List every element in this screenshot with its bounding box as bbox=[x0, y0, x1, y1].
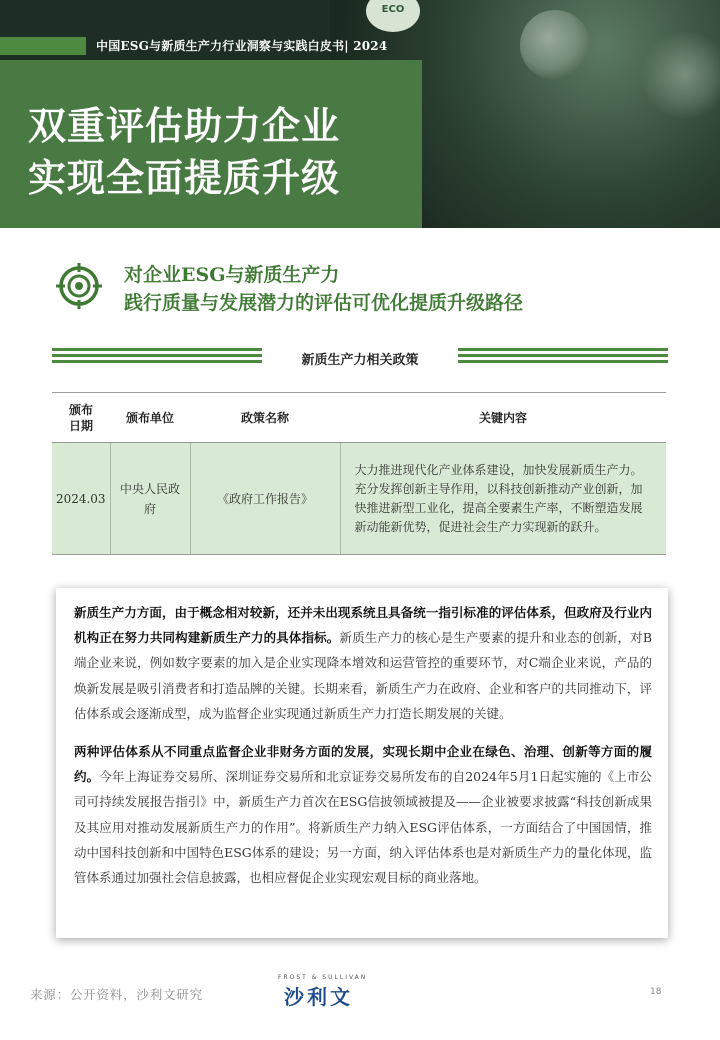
eco-badge-icon: ECO bbox=[366, 0, 420, 32]
caption-rule-right bbox=[458, 348, 668, 366]
analysis-textbox bbox=[56, 588, 668, 938]
caption-rule-left bbox=[52, 348, 262, 366]
header-key: 关键内容 bbox=[340, 393, 666, 443]
section-title bbox=[124, 261, 523, 317]
paragraph-1-lead: 新质生产力方面，由于概念相对较新，还并未出现系统且具备统一指引标准的评估体系，但政府及行业内机构正在努力共同构建新质生产力的具体指标。 bbox=[74, 605, 652, 646]
report-subtitle: 中国ESG与新质生产力行业洞察与实践白皮书| 2024 bbox=[96, 39, 388, 53]
cell-unit: 中央人民政府 bbox=[110, 443, 190, 555]
logo: 沙利文 bbox=[284, 985, 353, 1009]
cell-name: 《政府工作报告》 bbox=[190, 443, 340, 555]
cell-key: 大力推进现代化产业体系建设，加快发展新质生产力。充分发挥创新主导作用，以科技创新推动产业创新，加快推进新型工业化，提高全要素生产率，不断塑造发展新动能新优势，促进社会生产力实现新的跃升。 bbox=[340, 443, 666, 555]
page-title-line2: 实现全面提质升级 bbox=[28, 155, 341, 200]
paragraph-2-lead: 两种评估体系从不同重点监督企业非财务方面的发展，实现长期中企业在绿色、治理、创新等方面的履约。 bbox=[74, 744, 652, 785]
paragraph-2 bbox=[74, 739, 652, 890]
header-banner bbox=[0, 0, 720, 228]
logo-wordmark: FROST & SULLIVAN bbox=[278, 974, 368, 981]
table-caption: 新质生产力相关政策 bbox=[301, 353, 419, 368]
section-title-line1: 对企业ESG与新质生产力 bbox=[124, 264, 340, 286]
cell-date: 2024.03 bbox=[52, 443, 110, 555]
page-title-line1: 双重评估助力企业 bbox=[28, 103, 341, 148]
header-accent-bar bbox=[0, 37, 86, 55]
header-name: 政策名称 bbox=[190, 393, 340, 443]
page-title bbox=[28, 100, 340, 204]
bokeh-light bbox=[520, 10, 590, 80]
footer-source: 来源：公开资料，沙利文研究 bbox=[30, 987, 203, 1002]
section-title-line2: 践行质量与发展潜力的评估可优化提质升级路径 bbox=[124, 292, 524, 314]
table-row bbox=[52, 443, 666, 555]
policy-table bbox=[52, 392, 666, 555]
paragraph-1-text: 新质生产力的核心是生产要素的提升和业态的创新，对B端企业来说，例如数字要素的加入是企业实现降本增效和运营管控的重要环节，对C端企业来说，产品的焕新发展是吸引消费者和打造品牌的关键。长期来看，新质生产力在政府、企业和客户的共同推动下，评估体系或会逐渐成型，成为监督企业实现通过新质生产力打造长期发展的关键。 bbox=[74, 630, 652, 721]
paragraph-2-text: 今年上海证券交易所、深圳证券交易所和北京证券交易所发布的自2024年5月1日起实施的《上市公司可持续发展报告指引》中，新质生产力首次在ESG信披领域被提及——企业被要求披露“科技创新成果及其应用对推动发展新质生产力的作用”。将新质生产力纳入ESG评估体系，一方面结合了中国国情，推动中国科技创新和中国特色ESG体系的建设；另一方面，纳入评估体系也是对新质生产力的量化体现，监管体系通过加强社会信息披露，也相应督促企业实现宏观目标的商业落地。 bbox=[74, 769, 652, 886]
paragraph-1 bbox=[74, 600, 652, 726]
header-date: 颁布日期 bbox=[52, 393, 110, 443]
table-header-row bbox=[52, 393, 666, 443]
target-icon bbox=[56, 263, 102, 309]
header-unit: 颁布单位 bbox=[110, 393, 190, 443]
bokeh-light bbox=[640, 30, 720, 120]
page-number: 18 bbox=[650, 987, 662, 997]
